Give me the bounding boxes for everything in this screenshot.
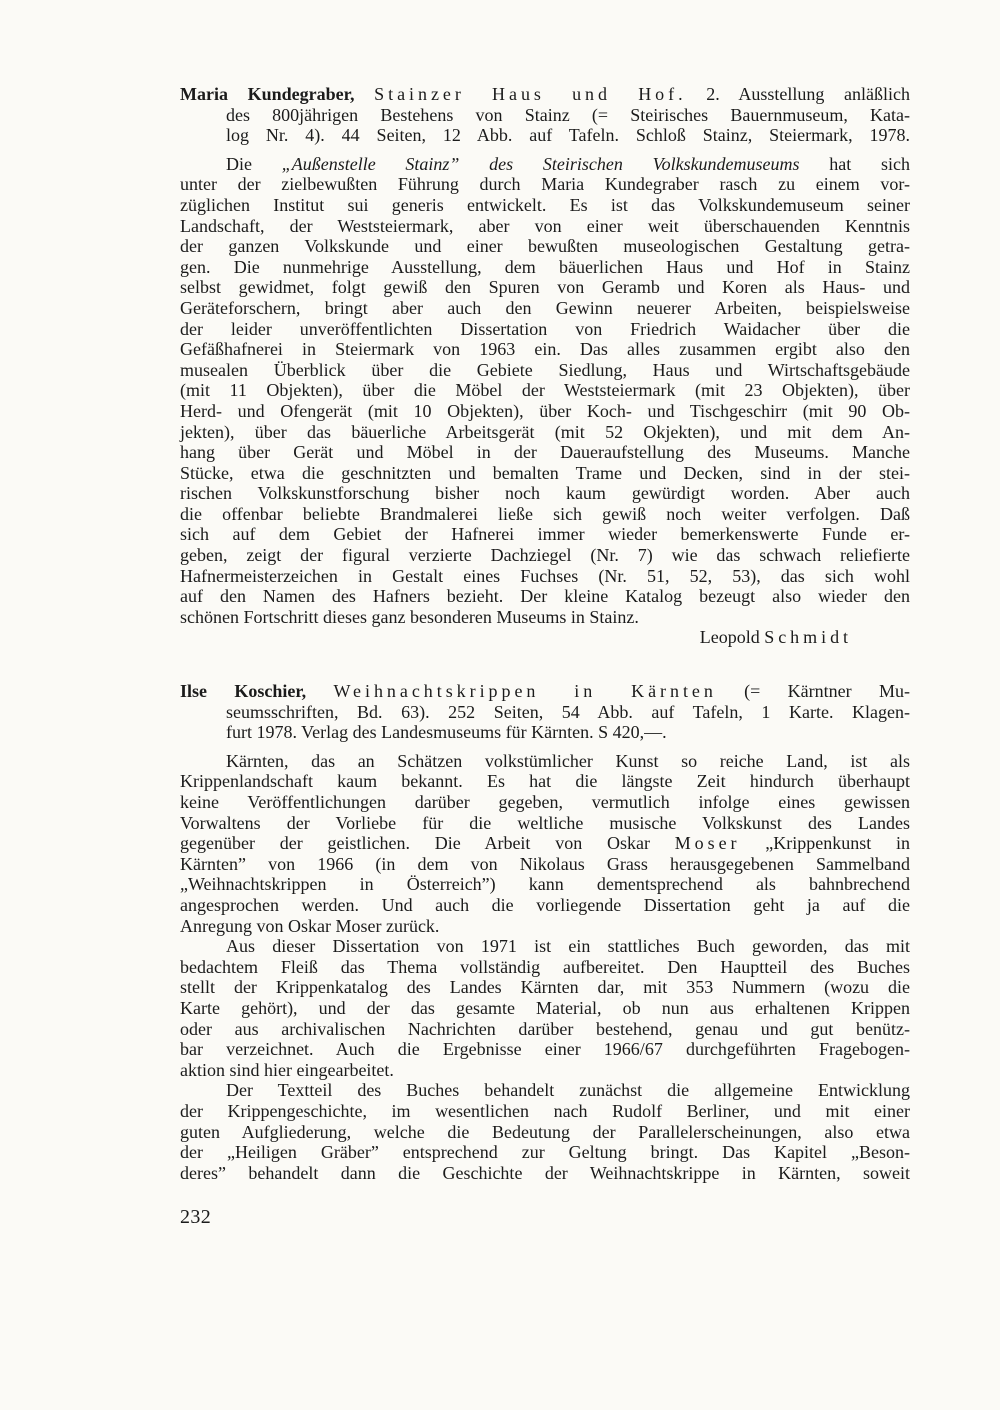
- text-line: [180, 1080, 910, 1101]
- text-line: [180, 524, 910, 545]
- text-line: [180, 174, 910, 195]
- text-segment: Gefäßhafnerei in Steiermark von 1963 ein. Das alles zusammen ergibt also den: [180, 339, 910, 360]
- text-segment: Vorwaltens der Vorliebe für die weltliche musische Volkskunst des Landes: [180, 812, 910, 833]
- text-segment: sich auf dem Gebiet der Hafnerei immer wieder bemerkenswerte Funde er-: [180, 524, 910, 545]
- text-segment: Hafnermeisterzeichen in Gestalt eines Fuchses (Nr. 51, 52, 53), das sich wohl: [180, 565, 910, 586]
- text-segment: Anregung von Oskar Moser zurück.: [180, 915, 440, 936]
- text-segment: oder aus archivalischen Nachrichten darüber bestehend, genau und gut benütz-: [180, 1018, 910, 1039]
- text-segment: schönen Fortschritt dieses ganz besonderen Museums in Stainz.: [180, 606, 639, 627]
- kundegraber-stainzer-haus-review: [180, 84, 910, 648]
- review-heading: [180, 681, 910, 743]
- text-segment: „Weihnachtskrippen in Österreich”) kann dementsprechend als bahnbrechend: [180, 874, 910, 895]
- body-paragraph: [180, 1080, 910, 1183]
- text-segment: gegenüber der geistlichen. Die Arbeit von Oskar: [180, 833, 675, 854]
- text-segment: Leopold: [699, 627, 765, 648]
- text-line: [180, 298, 910, 319]
- body-paragraph: [180, 751, 910, 936]
- text-line: [180, 545, 910, 566]
- text-line: [180, 874, 910, 895]
- text-segment: „Krippenkunst in: [740, 833, 910, 854]
- text-line: [180, 792, 910, 813]
- text-segment: der ganzen Volkskunde und einer bewußten museologischen Gestaltung getra-: [180, 236, 910, 257]
- text-line: [180, 504, 910, 525]
- text-line: [180, 607, 910, 628]
- text-line: [226, 125, 910, 146]
- text-line: [180, 1101, 910, 1122]
- text-line: [180, 339, 910, 360]
- text-segment: angesprochen werden. Und auch die vorliegende Dissertation geht ja auf die: [180, 894, 910, 915]
- text-segment: gen. Die nunmehrige Ausstellung, dem bäuerlichen Haus und Hof in Stainz: [180, 256, 910, 277]
- text-segment: stellt der Krippenkatalog des Landes Kärnten dar, mit 353 Nummern (wozu die: [180, 977, 910, 998]
- text-line: [180, 566, 910, 587]
- text-segment: der leider unveröffentlichten Dissertation von Friedrich Waidacher über die: [180, 318, 910, 339]
- text-line: [180, 277, 910, 298]
- text-line: [180, 84, 910, 105]
- text-line: [180, 1163, 910, 1184]
- text-segment: die offenbar beliebte Brandmalerei ließe sich gewiß noch weiter verfolgen. Daß: [180, 503, 910, 524]
- text-line: [180, 895, 910, 916]
- text-line: [180, 257, 910, 278]
- text-line: [180, 916, 910, 937]
- text-line: [180, 1060, 910, 1081]
- text-line: [180, 957, 910, 978]
- text-line: [180, 154, 910, 175]
- text-line: [180, 463, 910, 484]
- text-segment: musealen Überblick über die Gebiete Siedlung, Haus und Wirtschaftsgebäude: [180, 359, 910, 380]
- text-line: [180, 236, 910, 257]
- text-segment: Ilse Koschier,: [180, 681, 334, 702]
- koschier-weihnachtskrippen-review: [180, 681, 910, 1183]
- text-segment: Stücke, etwa die geschnitzten und bemalten Trame und Decken, sind in der stei-: [180, 462, 910, 483]
- text-segment: log Nr. 4). 44 Seiten, 12 Abb. auf Tafeln. Schloß Stainz, Steiermark, 1978.: [226, 125, 910, 146]
- text-line: [180, 380, 910, 401]
- text-block: [180, 84, 910, 1183]
- text-segment: Weihnachtskrippen in Kärnten: [333, 681, 717, 702]
- text-segment: Schmidt: [764, 627, 852, 648]
- text-segment: rischen Volkskunstforschung bisher noch kaum gewürdigt worden. Aber auch: [180, 483, 910, 504]
- text-line: [180, 401, 910, 422]
- text-line: [180, 319, 910, 340]
- text-line: [226, 702, 910, 723]
- text-segment: Der Textteil des Buches behandelt zunächst die allgemeine Entwicklung: [226, 1080, 910, 1101]
- text-segment: Geräteforschern, bringt aber auch den Gewinn neuerer Arbeiten, beispielsweise: [180, 297, 910, 318]
- text-line: [180, 936, 910, 957]
- text-segment: Moser: [674, 833, 741, 854]
- text-line: [226, 105, 910, 126]
- text-line: [180, 751, 910, 772]
- text-segment: züglichen Institut sui generis entwickelt. Es ist das Volkskundemuseum seiner: [180, 194, 910, 215]
- text-line: [180, 813, 910, 834]
- text-segment: (mit 11 Objekten), über die Möbel der Weststeiermark (mit 23 Objekten), über: [180, 380, 910, 401]
- text-line: [180, 1039, 910, 1060]
- text-segment: 2. Ausstellung anläßlich: [686, 84, 910, 104]
- review-heading: [180, 84, 910, 146]
- text-segment: unter der zielbewußten Führung durch Maria Kundegraber rasch zu einem vor-: [180, 174, 910, 195]
- text-line: [180, 1142, 910, 1163]
- body-paragraph: [180, 936, 910, 1080]
- text-line: [180, 195, 910, 216]
- text-line: [180, 586, 910, 607]
- text-segment: „Außenstelle Stainz” des Steirischen Volkskundemuseums: [281, 153, 800, 174]
- text-segment: bar verzeichnet. Auch die Ergebnisse einer 1966/67 durchgeführten Fragebogen-: [180, 1039, 910, 1060]
- text-segment: Kärnten” von 1966 (in dem von Nikolaus Grass herausgegebenen Sammelband: [180, 853, 910, 874]
- text-line: [180, 998, 910, 1019]
- text-line: [180, 442, 910, 463]
- text-line: [180, 977, 910, 998]
- text-segment: hat sich: [799, 153, 910, 174]
- text-segment: Die: [226, 153, 282, 174]
- text-line: [180, 681, 910, 702]
- text-segment: guten Aufgliederung, welche die Bedeutung der Parallelerscheinungen, also etwa: [180, 1121, 910, 1142]
- text-segment: bedachtem Fleiß das Thema vollständig aufbereitet. Den Hauptteil des Buches: [180, 956, 910, 977]
- body-paragraph: [180, 154, 910, 628]
- text-segment: des 800jährigen Bestehens von Stainz (= Steirisches Bauernmuseum, Kata-: [226, 104, 910, 125]
- text-segment: Maria Kundegraber,: [180, 84, 375, 104]
- text-segment: Herd- und Ofengerät (mit 10 Objekten), über Koch- und Tischgeschirr (mit 90 Ob-: [180, 400, 910, 421]
- text-segment: Krippenlandschaft kaum bekannt. Es hat die längste Zeit hindurch überhaupt: [180, 771, 910, 792]
- text-segment: aktion sind hier eingearbeitet.: [180, 1059, 394, 1080]
- text-segment: (= Kärntner Mu-: [716, 681, 910, 702]
- text-line: [180, 771, 910, 792]
- text-segment: Karte gehört), und der das gesamte Material, ob nun aus erhaltenen Krippen: [180, 997, 910, 1018]
- reviewer-signature: [180, 627, 910, 648]
- text-segment: jekten), über das bäuerliche Arbeitsgerät (mit 52 Okjekten), und mit dem An-: [180, 421, 910, 442]
- text-segment: hang über Gerät und Möbel in der Daueraufstellung des Museums. Manche: [180, 442, 910, 463]
- text-segment: deres” behandelt dann die Geschichte der Weihnachtskrippe in Kärnten, soweit: [180, 1162, 910, 1183]
- text-segment: Stainzer Haus und Hof.: [374, 84, 687, 104]
- text-segment: Kärnten, das an Schätzen volkstümlicher Kunst so reiche Land, ist als: [226, 750, 910, 771]
- text-segment: seumsschriften, Bd. 63). 252 Seiten, 54 Abb. auf Tafeln, 1 Karte. Klagen-: [226, 701, 910, 722]
- text-segment: keine Veröffentlichungen darüber gegeben, vermutlich infolge eines gewissen: [180, 792, 910, 812]
- text-segment: der Krippengeschichte, im wesentlichen nach Rudolf Berliner, und mit einer: [180, 1100, 910, 1121]
- page-number: 232: [180, 1206, 212, 1228]
- text-segment: geben, zeigt der figural verzierte Dachziegel (Nr. 7) wie das schwach reliefierte: [180, 545, 910, 566]
- text-line: [180, 422, 910, 443]
- text-line: [180, 483, 910, 504]
- text-line: [180, 854, 910, 875]
- text-line: [180, 1019, 910, 1040]
- text-line: [180, 216, 910, 237]
- text-segment: furt 1978. Verlag des Landesmuseums für Kärnten. S 420,—.: [226, 722, 667, 743]
- text-line: [226, 722, 910, 743]
- text-line: [180, 360, 910, 381]
- text-segment: Landschaft, der Weststeiermark, aber von einer weit überschauenden Kenntnis: [180, 215, 910, 236]
- text-segment: Aus dieser Dissertation von 1971 ist ein stattliches Buch geworden, das mit: [226, 936, 910, 957]
- text-line: [180, 833, 910, 854]
- text-segment: selbst gewidmet, folgt gewiß den Spuren von Geramb und Koren als Haus- und: [180, 277, 910, 298]
- text-segment: der „Heiligen Gräber” entsprechend zur Geltung bringt. Das Kapitel „Beson-: [180, 1142, 910, 1163]
- text-segment: auf den Namen des Hafners bezieht. Der kleine Katalog bezeugt also wieder den: [180, 586, 910, 607]
- text-line: [180, 1122, 910, 1143]
